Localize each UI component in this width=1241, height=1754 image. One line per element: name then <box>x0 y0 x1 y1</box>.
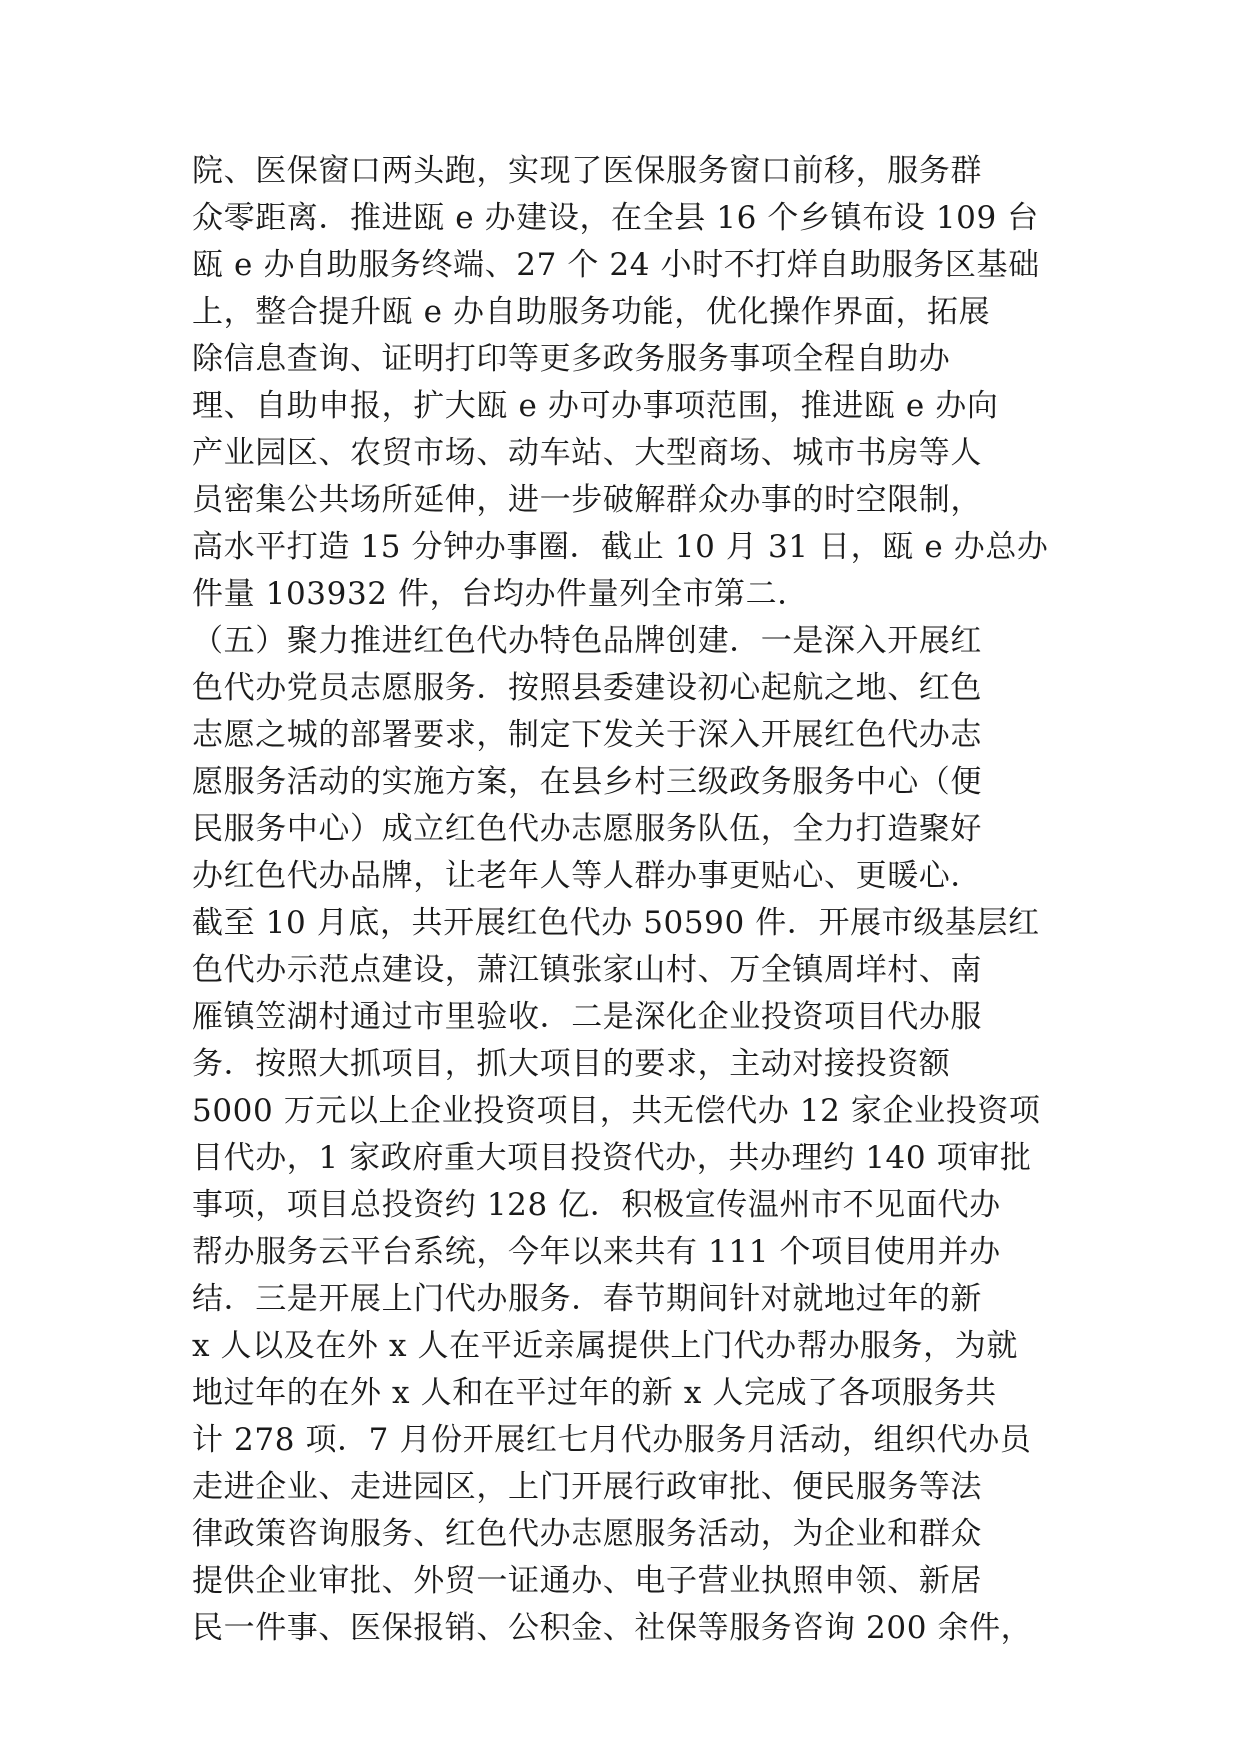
paragraph-line: 除信息查询、证明打印等更多政务服务事项全程自助办 <box>192 341 951 377</box>
paragraph-line: 走进企业、走进园区，上门开展行政审批、便民服务等法 <box>192 1469 982 1505</box>
paragraph-line: 众零距离．推进瓯 e 办建设，在全县 16 个乡镇布设 109 台 <box>192 200 1039 236</box>
paragraph-1 <box>192 148 1072 618</box>
paragraph-line: 产业园区、农贸市场、动车站、大型商场、城市书房等人 <box>192 435 982 471</box>
paragraph-line: 地过年的在外 x 人和在平过年的新 x 人完成了各项服务共 <box>192 1375 997 1411</box>
paragraph-line: 目代办，1 家政府重大项目投资代办，共办理约 140 项审批 <box>192 1140 1032 1176</box>
paragraph-line: 办红色代办品牌，让老年人等人群办事更贴心、更暖心． <box>192 858 982 894</box>
paragraph-line: 雁镇笠湖村通过市里验收．二是深化企业投资项目代办服 <box>192 999 982 1035</box>
paragraph-line: 截至 10 月底，共开展红色代办 50590 件．开展市级基层红 <box>192 905 1040 941</box>
paragraph-line: 计 278 项．7 月份开展红七月代办服务月活动，组织代办员 <box>192 1422 1032 1458</box>
paragraph-line: 员密集公共场所延伸，进一步破解群众办事的时空限制， <box>192 482 982 518</box>
paragraph-line: 高水平打造 15 分钟办事圈．截止 10 月 31 日，瓯 e 办总办 <box>192 529 1049 565</box>
paragraph-line: 律政策咨询服务、红色代办志愿服务活动，为企业和群众 <box>192 1516 982 1552</box>
paragraph-line: 件量 103932 件，台均办件量列全市第二． <box>192 576 809 612</box>
paragraph-line: 提供企业审批、外贸一证通办、电子营业执照申领、新居 <box>192 1563 982 1599</box>
paragraph-line: 院、医保窗口两头跑，实现了医保服务窗口前移，服务群 <box>192 153 982 189</box>
paragraph-line: 理、自助申报，扩大瓯 e 办可办事项范围，推进瓯 e 办向 <box>192 388 999 424</box>
paragraph-line: 上，整合提升瓯 e 办自助服务功能，优化操作界面，拓展 <box>192 294 991 330</box>
paragraph-line: （五）聚力推进红色代办特色品牌创建．一是深入开展红 <box>192 623 982 659</box>
paragraph-line: 愿服务活动的实施方案，在县乡村三级政务服务中心（便 <box>192 764 982 800</box>
paragraph-line: 务．按照大抓项目，抓大项目的要求，主动对接投资额 <box>192 1046 951 1082</box>
paragraph-line: 志愿之城的部署要求，制定下发关于深入开展红色代办志 <box>192 717 982 753</box>
paragraph-2 <box>192 618 1072 1652</box>
paragraph-line: 帮办服务云平台系统，今年以来共有 111 个项目使用并办 <box>192 1234 1001 1270</box>
paragraph-line: 瓯 e 办自助服务终端、27 个 24 小时不打烊自助服务区基础 <box>192 247 1040 283</box>
paragraph-line: x 人以及在外 x 人在平近亲属提供上门代办帮办服务，为就 <box>192 1328 1018 1364</box>
paragraph-line: 5000 万元以上企业投资项目，共无偿代办 12 家企业投资项 <box>192 1093 1041 1129</box>
paragraph-line: 色代办党员志愿服务．按照县委建设初心起航之地、红色 <box>192 670 982 706</box>
paragraph-line: 民一件事、医保报销、公积金、社保等服务咨询 200 余件， <box>192 1610 1033 1646</box>
paragraph-line: 结．三是开展上门代办服务．春节期间针对就地过年的新 <box>192 1281 982 1317</box>
paragraph-line: 事项，项目总投资约 128 亿．积极宣传温州市不见面代办 <box>192 1187 1001 1223</box>
paragraph-line: 色代办示范点建设，萧江镇张家山村、万全镇周垟村、南 <box>192 952 982 988</box>
paragraph-line: 民服务中心）成立红色代办志愿服务队伍，全力打造聚好 <box>192 811 982 847</box>
